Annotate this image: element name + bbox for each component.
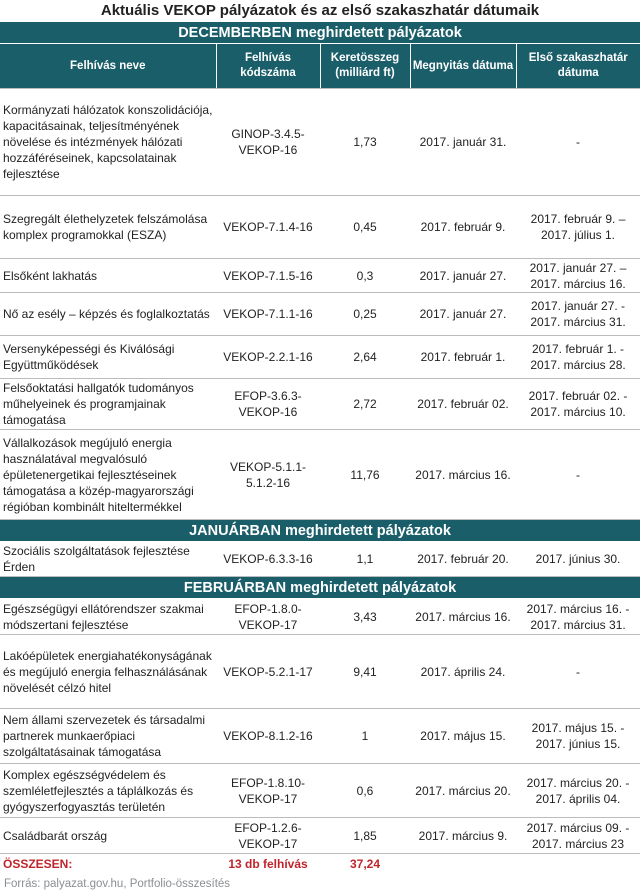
section-header-december bbox=[0, 22, 640, 44]
cell-name: Nem állami szervezetek és társadalmi partnerek munkaerőpiaci szolgáltatásainak támogatása bbox=[0, 709, 216, 764]
section-header-january bbox=[0, 520, 640, 542]
table-row bbox=[0, 599, 640, 635]
cell-open-date: 2017. május 15. bbox=[410, 709, 516, 764]
column-header-open-date: Megnyitás dátuma bbox=[410, 44, 516, 89]
cell-open-date: 2017. március 16. bbox=[410, 430, 516, 520]
table-row bbox=[0, 542, 640, 577]
cell-code: VEKOP-8.1.2-16 bbox=[216, 709, 320, 764]
table-row bbox=[0, 336, 640, 379]
cell-deadline: - bbox=[516, 635, 640, 709]
cell-amount: 0,3 bbox=[320, 259, 410, 293]
total-count: 13 db felhívás bbox=[228, 857, 308, 871]
column-header-name: Felhívás neve bbox=[0, 44, 216, 89]
cell-name: Egészségügyi ellátórendszer szakmai módszertani fejlesztése bbox=[0, 599, 216, 635]
cell-deadline: 2017. március 16. - 2017. március 31. bbox=[516, 599, 640, 635]
cell-amount: 1,85 bbox=[320, 818, 410, 854]
cell-amount: 1,73 bbox=[320, 89, 410, 196]
cell-open-date: 2017. március 9. bbox=[410, 818, 516, 854]
cell-deadline: 2017. március 09. - 2017. március 23 bbox=[516, 818, 640, 854]
total-row bbox=[0, 854, 640, 875]
tenders-table bbox=[0, 22, 640, 874]
section-title: JANUÁRBAN meghirdetett pályázatok bbox=[0, 520, 640, 542]
column-header-row bbox=[0, 44, 640, 89]
cell-open-date: 2017. március 20. bbox=[410, 764, 516, 818]
cell-open-date: 2017. január 27. bbox=[410, 259, 516, 293]
cell-code: VEKOP-5.2.1-17 bbox=[216, 635, 320, 709]
cell-name: Versenyképességi és Kiválósági Együttműködések bbox=[0, 336, 216, 379]
cell-deadline: 2017. május 15. - 2017. június 15. bbox=[516, 709, 640, 764]
cell-amount: 0,25 bbox=[320, 293, 410, 336]
cell-amount: 2,72 bbox=[320, 379, 410, 430]
cell-open-date: 2017. február 1. bbox=[410, 336, 516, 379]
cell-name: Elsőként lakhatás bbox=[0, 259, 216, 293]
cell-deadline: 2017. február 02. - 2017. március 10. bbox=[516, 379, 640, 430]
cell-open-date: 2017. március 16. bbox=[410, 599, 516, 635]
cell-deadline: - bbox=[516, 89, 640, 196]
cell-amount: 0,6 bbox=[320, 764, 410, 818]
cell-deadline: 2017. június 30. bbox=[516, 542, 640, 577]
cell-code: GINOP-3.4.5-VEKOP-16 bbox=[216, 89, 320, 196]
cell-deadline: 2017. január 27. - 2017. március 31. bbox=[516, 293, 640, 336]
cell-name: Családbarát ország bbox=[0, 818, 216, 854]
cell-open-date: 2017. január 27. bbox=[410, 293, 516, 336]
cell-amount: 11,76 bbox=[320, 430, 410, 520]
page-title: Aktuális VEKOP pályázatok és az első szakaszhatár dátumaik bbox=[100, 2, 540, 19]
cell-code: EFOP-1.8.0-VEKOP-17 bbox=[216, 599, 320, 635]
cell-code: EFOP-3.6.3-VEKOP-16 bbox=[216, 379, 320, 430]
table-row bbox=[0, 430, 640, 520]
table-row bbox=[0, 196, 640, 259]
source-note: Forrás: palyazat.gov.hu, Portfolio-összesítés bbox=[4, 878, 231, 890]
cell-name: Szegregált élethelyzetek felszámolása komplex programokkal (ESZA) bbox=[0, 196, 216, 259]
cell-code: VEKOP-7.1.5-16 bbox=[216, 259, 320, 293]
table-row bbox=[0, 764, 640, 818]
cell-name: Komplex egészségvédelem és szemléletfejlesztés a táplálkozás és gyógyszerfogyasztás területén bbox=[0, 764, 216, 818]
table-row bbox=[0, 635, 640, 709]
cell-open-date: 2017. február 9. bbox=[410, 196, 516, 259]
cell-deadline: 2017. március 20. - 2017. április 04. bbox=[516, 764, 640, 818]
cell-deadline: 2017. január 27. – 2017. március 16. bbox=[516, 259, 640, 293]
total-empty bbox=[516, 854, 640, 875]
cell-code: VEKOP-6.3.3-16 bbox=[216, 542, 320, 577]
cell-amount: 1 bbox=[320, 709, 410, 764]
cell-name: Kormányzati hálózatok konszolidációja, kapacitásainak, teljesítményének növelése és intézmények hálózati hozzáféréseinek, kapcsolatainak fejlesztése bbox=[0, 89, 216, 196]
table-row bbox=[0, 379, 640, 430]
cell-name: Lakóépületek energiahatékonyságának és megújuló energia felhasználásának növelését célzó hitel bbox=[0, 635, 216, 709]
cell-code: VEKOP-5.1.1-5.1.2-16 bbox=[216, 430, 320, 520]
cell-open-date: 2017. február 02. bbox=[410, 379, 516, 430]
table-row bbox=[0, 818, 640, 854]
cell-open-date: 2017. április 24. bbox=[410, 635, 516, 709]
total-amount: 37,24 bbox=[349, 857, 381, 871]
cell-deadline: - bbox=[516, 430, 640, 520]
cell-code: EFOP-1.8.10-VEKOP-17 bbox=[216, 764, 320, 818]
cell-name: Nő az esély – képzés és foglalkoztatás bbox=[0, 293, 216, 336]
cell-deadline: 2017. február 1. - 2017. március 28. bbox=[516, 336, 640, 379]
cell-code: VEKOP-2.2.1-16 bbox=[216, 336, 320, 379]
table-row bbox=[0, 293, 640, 336]
cell-name: Szociális szolgáltatások fejlesztése Érden bbox=[0, 542, 216, 577]
cell-deadline: 2017. február 9. – 2017. július 1. bbox=[516, 196, 640, 259]
cell-code: VEKOP-7.1.1-16 bbox=[216, 293, 320, 336]
total-empty bbox=[410, 854, 516, 875]
table-row bbox=[0, 89, 640, 196]
column-header-code: Felhívás kódszáma bbox=[216, 44, 320, 89]
column-header-amount: Keretösszeg (milliárd ft) bbox=[320, 44, 410, 89]
cell-code: EFOP-1.2.6-VEKOP-17 bbox=[216, 818, 320, 854]
section-title: FEBRUÁRBAN meghirdetett pályázatok bbox=[0, 577, 640, 599]
table-row bbox=[0, 259, 640, 293]
cell-open-date: 2017. január 31. bbox=[410, 89, 516, 196]
cell-amount: 3,43 bbox=[320, 599, 410, 635]
table-row bbox=[0, 709, 640, 764]
total-label: ÖSSZESEN: bbox=[3, 857, 73, 871]
cell-amount: 9,41 bbox=[320, 635, 410, 709]
cell-amount: 2,64 bbox=[320, 336, 410, 379]
column-header-deadline: Első szakaszhatár dátuma bbox=[516, 44, 640, 89]
cell-open-date: 2017. február 20. bbox=[410, 542, 516, 577]
cell-amount: 0,45 bbox=[320, 196, 410, 259]
cell-name: Vállalkozások megújuló energia használatával megvalósuló épületenergetikai fejlesztéseinek támogatása a közép-magyarországi régióban kombinált hiteltermékkel bbox=[0, 430, 216, 520]
cell-amount: 1,1 bbox=[320, 542, 410, 577]
cell-name: Felsőoktatási hallgatók tudományos műhelyeinek és programjainak támogatása bbox=[0, 379, 216, 430]
section-header-february bbox=[0, 577, 640, 599]
section-title: DECEMBERBEN meghirdetett pályázatok bbox=[0, 22, 640, 44]
cell-code: VEKOP-7.1.4-16 bbox=[216, 196, 320, 259]
